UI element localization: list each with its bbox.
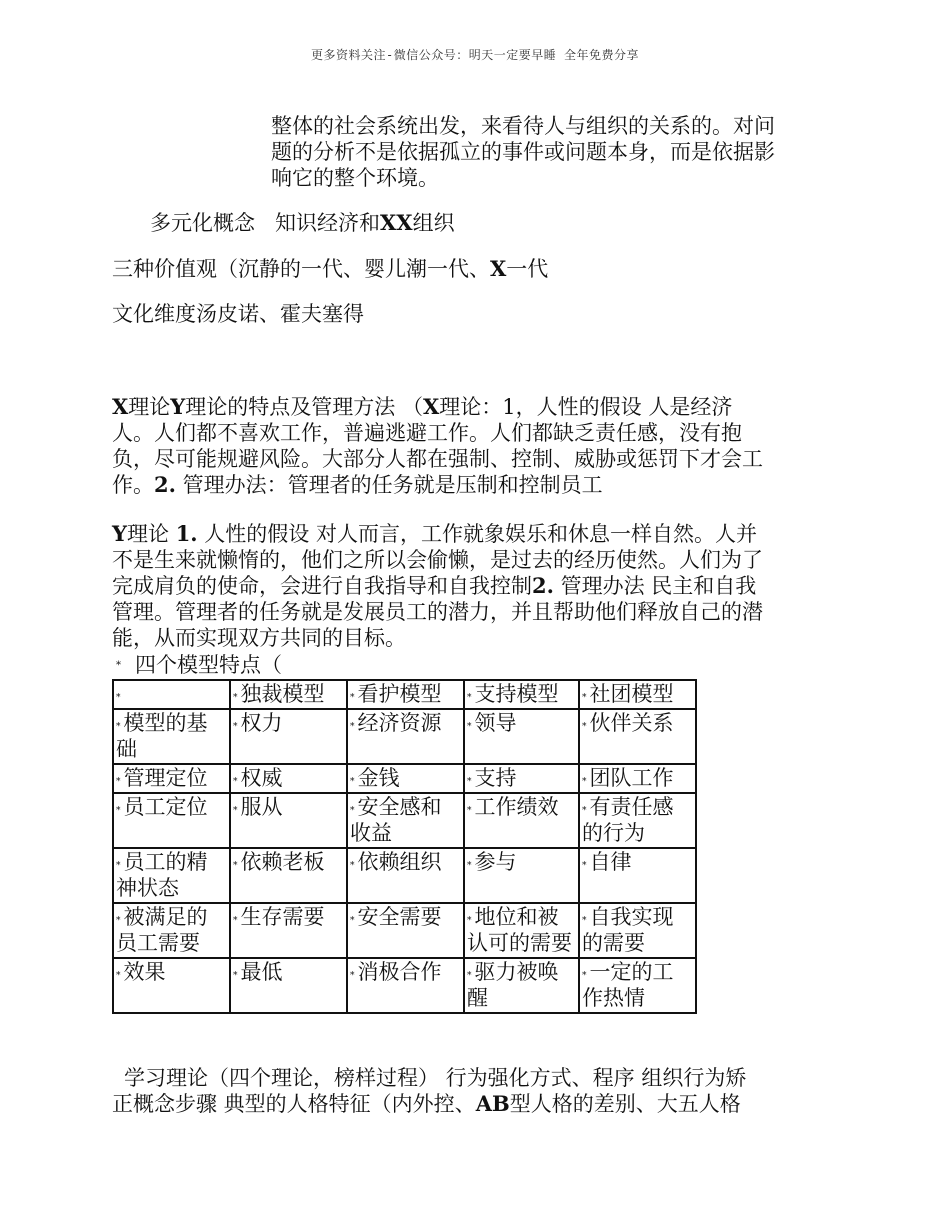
table-cell: * 参与 <box>464 848 579 903</box>
y-l3-num: 2. <box>532 573 554 598</box>
table-cell: * 员工定位 <box>113 793 230 848</box>
models-table <box>112 679 697 1014</box>
table-header-cell: * 看护模型 <box>347 680 464 709</box>
xy-y: Y <box>170 394 186 419</box>
table-cell: * 管理定位 <box>113 764 230 793</box>
learning-line-2 <box>112 1091 741 1117</box>
table-cell: * 金钱 <box>347 764 464 793</box>
page-header: 更多资料关注-微信公众号：明天一定要早睡 全年免费分享 <box>311 48 639 62</box>
table-row <box>113 958 696 1013</box>
y-line-4: 管理。管理者的任务就是发展员工的潜力，并且帮助他们释放自己的潜 <box>112 600 763 624</box>
table-row <box>113 764 696 793</box>
table-row <box>113 709 696 764</box>
xy-x: X <box>112 394 129 419</box>
concept-diversity: 多元化概念 <box>150 211 255 235</box>
y-letter: Y <box>112 521 127 546</box>
xy-assumption: 理论：1，人性的假设 人是经济 <box>439 395 733 419</box>
table-cell: * 驱力被唤醒 <box>464 958 579 1013</box>
xy-line-1 <box>112 394 732 420</box>
xy-line-3: 负，尽可能规避风险。大部分人都在强制、控制、威胁或惩罚下才会工 <box>112 447 763 471</box>
table-cell: * 权力 <box>230 709 347 764</box>
intro-line-1: 整体的社会系统出发，来看待人与组织的关系的。对问 <box>271 114 775 138</box>
xy-l4-a: 作。 <box>112 473 154 497</box>
table-header-row <box>113 680 696 709</box>
table-cell: * 员工的精神状态 <box>113 848 230 903</box>
xy-line-2: 人。人们都不喜欢工作，普遍逃避工作。人们都缺乏责任感，没有抱 <box>112 421 742 445</box>
table-row <box>113 903 696 958</box>
xy-x2: X <box>422 394 440 419</box>
xy-l4-num: 2. <box>154 472 176 497</box>
y-num1: 1. <box>175 521 198 546</box>
table-cell: * 服从 <box>230 793 347 848</box>
table-header-cell: * 支持模型 <box>464 680 579 709</box>
table-cell: * 伙伴关系 <box>579 709 696 764</box>
xy-line-4 <box>112 472 603 498</box>
table-header-cell: * <box>113 680 230 709</box>
table-cell: * 安全需要 <box>347 903 464 958</box>
intro-line-3: 响它的整个环境。 <box>271 166 439 190</box>
table-cell: * 效果 <box>113 958 230 1013</box>
table-cell: * 最低 <box>230 958 347 1013</box>
table-cell: * 自律 <box>579 848 696 903</box>
values-post: 一代 <box>506 257 549 281</box>
y-theory: 理论 <box>127 522 176 546</box>
table-cell: * 一定的工作热情 <box>579 958 696 1013</box>
learning-l2-c: 型人格的差别、大五人格 <box>509 1092 741 1116</box>
table-header-cell: * 独裁模型 <box>230 680 347 709</box>
y-l3-c: 管理办法 民主和自我 <box>553 574 757 598</box>
table-cell: * 权威 <box>230 764 347 793</box>
y-line-5: 能，从而实现双方共同的目标。 <box>112 626 406 650</box>
table-row <box>113 848 696 903</box>
y-l3-a: 完成肩负的使命，会进行自我指导和自我控制 <box>112 574 532 598</box>
table-cell: * 团队工作 <box>579 764 696 793</box>
concept-knowledge-bold: XX <box>380 210 413 235</box>
y-line-3 <box>112 573 756 599</box>
models-title-text: 四个模型特点（ <box>135 653 282 677</box>
xy-theory: 理论 <box>128 395 171 419</box>
table-cell: * 模型的基础 <box>113 709 230 764</box>
learning-l2-a: 正概念步骤 典型的人格特征（内外控、 <box>112 1092 476 1116</box>
intro-line-2: 题的分析不是依据孤立的事件或问题本身，而是依据影 <box>271 140 775 164</box>
table-cell: * 有责任感的行为 <box>579 793 696 848</box>
table-cell: * 支持 <box>464 764 579 793</box>
table-cell: * 安全感和收益 <box>347 793 464 848</box>
y-line-1 <box>112 521 757 547</box>
table-cell: * 依赖老板 <box>230 848 347 903</box>
values-pre: 三种价值观（沉静的一代、婴儿潮一代、 <box>112 257 490 281</box>
table-cell: * 领导 <box>464 709 579 764</box>
table-cell: * 被满足的员工需要 <box>113 903 230 958</box>
table-cell: * 自我实现的需要 <box>579 903 696 958</box>
concept-knowledge: 知识经济和 <box>275 211 380 235</box>
table-header-cell: * 社团模型 <box>579 680 696 709</box>
table-cell: * 工作绩效 <box>464 793 579 848</box>
bullet-mark: * <box>116 660 121 671</box>
table-cell: * 经济资源 <box>347 709 464 764</box>
concepts-line <box>150 210 455 236</box>
y-assumption: 人性的假设 对人而言，工作就象娱乐和休息一样自然。人并 <box>197 522 757 546</box>
values-line <box>112 256 548 282</box>
table-cell: * 消极合作 <box>347 958 464 1013</box>
y-line-2: 不是生来就懒惰的，他们之所以会偷懒，是过去的经历使然。人们为了 <box>112 548 763 572</box>
values-bold: X <box>490 256 507 281</box>
learning-l2-ab: AB <box>475 1091 510 1116</box>
table-cell: * 生存需要 <box>230 903 347 958</box>
learning-line-1: 学习理论（四个理论，榜样过程） 行为强化方式、程序 组织行为矫 <box>124 1066 747 1090</box>
culture-line: 文化维度汤皮诺、霍夫塞得 <box>112 302 364 326</box>
table-cell: * 依赖组织 <box>347 848 464 903</box>
table-cell: * 地位和被认可的需要 <box>464 903 579 958</box>
concept-knowledge-end: 组织 <box>412 211 455 235</box>
xy-title: 理论的特点及管理方法 （ <box>185 395 423 419</box>
xy-l4-c: 管理办法：管理者的任务就是压制和控制员工 <box>175 473 603 497</box>
table-row <box>113 793 696 848</box>
